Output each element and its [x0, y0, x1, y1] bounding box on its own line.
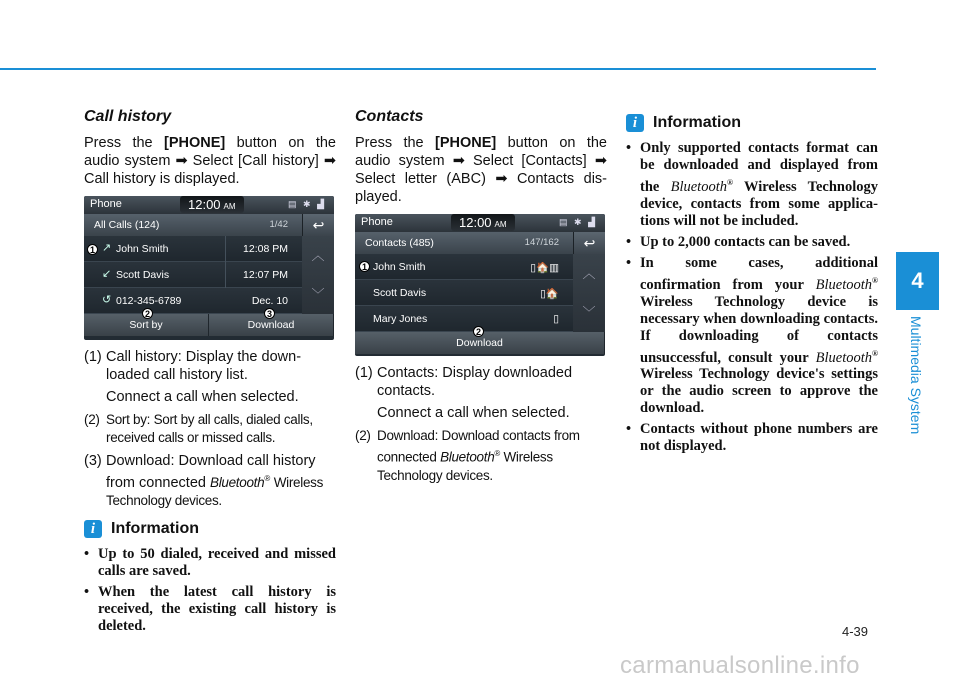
- page-counter: 1/42: [269, 219, 288, 230]
- call-history-info-list: [84, 546, 336, 635]
- contacts-intro: Press the [PHONE] button on the audio system ➡ Select [Contacts] ➡ Select letter (ABC) ➡ Contacts dis-played.: [355, 135, 607, 205]
- scroll-controls: [302, 236, 334, 314]
- incoming-call-icon: ↙: [102, 268, 112, 280]
- contact-row[interactable]: Scott Davis ▯🏠: [355, 280, 605, 306]
- callout-1: 1: [359, 261, 370, 272]
- info-bullet: • When the latest call history is received, the existing call history is deleted.: [84, 584, 336, 635]
- callout-3: 3: [264, 308, 275, 319]
- list-item: (2) Sort by: Sort by all calls, dialed calls, received calls or missed calls.: [84, 412, 313, 445]
- contact-type-icons: ▯🏠: [540, 288, 559, 300]
- back-icon[interactable]: ↩: [573, 232, 605, 254]
- info-icon: i: [626, 114, 644, 132]
- back-icon[interactable]: ↩: [302, 214, 334, 236]
- information-list: [626, 140, 878, 455]
- call-row[interactable]: ↺ 012-345-6789 Dec. 10: [84, 288, 334, 314]
- clock: 12:00 AM: [180, 196, 244, 213]
- chapter-tab: 4: [896, 252, 939, 310]
- info-bullet: • Up to 50 dialed, received and missed calls are saved.: [84, 546, 336, 580]
- phone-key-label: [PHONE]: [435, 135, 497, 151]
- contact-row[interactable]: John Smith ▯🏠▥: [355, 254, 605, 280]
- list-header: [355, 232, 605, 254]
- info-bullet: • Contacts without phone numbers are not displayed.: [626, 421, 878, 455]
- call-history-descriptions: [84, 348, 336, 510]
- screen-title: Phone: [90, 198, 122, 210]
- information-heading: i Information: [626, 114, 878, 132]
- contacts-heading: Contacts: [355, 108, 424, 125]
- list-item: (2) Download: Download contacts from connected Bluetooth® Wireless Technology devices.: [355, 428, 580, 483]
- contact-type-icons: ▯: [553, 313, 559, 325]
- scroll-controls: [573, 254, 605, 332]
- status-icons: ▤ ✱ ▟: [288, 199, 326, 209]
- contacts-section: [355, 108, 607, 490]
- download-button[interactable]: Download: [209, 314, 334, 336]
- download-button[interactable]: Download: [355, 332, 605, 354]
- chapter-title: Multimedia System: [908, 316, 924, 435]
- contact-row[interactable]: Mary Jones ▯: [355, 306, 605, 332]
- sort-by-button[interactable]: Sort by: [84, 314, 209, 336]
- bottom-buttons: [84, 314, 334, 336]
- info-bullet: • In some cases, additional confirmation from your Bluetooth® Wireless Technology device is necessary when downloading contacts. If downloading of contacts unsuccessful, consult your Bluetooth® Wireless Technology device's settings or the audio screen to approve the download.: [626, 255, 878, 418]
- scroll-down-icon[interactable]: ﹀: [311, 287, 325, 302]
- info-bullet: • Only supported contacts format can be downloaded and displayed from the Bluetooth® Wireless Technology device, contacts from some applica-tions will not be included.: [626, 140, 878, 230]
- outgoing-call-icon: ↗: [102, 242, 112, 254]
- page-number: 4-39: [842, 624, 869, 639]
- contacts-descriptions: [355, 364, 607, 485]
- contacts-count-label: Contacts (485): [365, 237, 434, 249]
- missed-call-icon: ↺: [102, 294, 112, 306]
- information-heading: i Information: [84, 520, 336, 538]
- call-row[interactable]: ↗ John Smith 12:08 PM: [84, 236, 334, 262]
- list-header: [84, 214, 334, 236]
- scroll-up-icon[interactable]: ︿: [311, 248, 325, 263]
- clock: 12:00 AM: [451, 214, 515, 231]
- call-history-intro: Press the [PHONE] button on the audio system ➡ Select [Call history] ➡ Call history is displayed.: [84, 135, 336, 187]
- screen-title: Phone: [361, 216, 393, 228]
- status-bar: [84, 196, 334, 214]
- contacts-screen: [355, 214, 605, 356]
- info-icon: i: [84, 520, 102, 538]
- contact-type-icons: ▯🏠▥: [530, 262, 559, 274]
- callout-1: 1: [87, 244, 98, 255]
- scroll-up-icon[interactable]: ︿: [582, 266, 596, 281]
- call-history-section: [84, 108, 336, 639]
- callout-2: 2: [142, 308, 153, 319]
- info-bullet: • Up to 2,000 contacts can be saved.: [626, 234, 878, 251]
- status-icons: ▤ ✱ ▟: [559, 217, 597, 227]
- list-item: (1) Contacts: Display downloaded contacts. Connect a call when selected.: [355, 365, 573, 421]
- page-counter: 147/162: [524, 237, 559, 248]
- callout-2: 2: [473, 326, 484, 337]
- call-row[interactable]: ↙ Scott Davis 12:07 PM: [84, 262, 334, 288]
- list-item: (3) Download: Download call history from connected Bluetooth® Wireless Technology devices.: [84, 453, 324, 508]
- watermark: carmanualsonline.info: [620, 652, 860, 679]
- list-item: (1) Call history: Display the down-loaded call history list. Connect a call when selected.: [84, 349, 302, 405]
- top-rule: [0, 68, 876, 70]
- all-calls-label: All Calls (124): [94, 219, 160, 231]
- call-history-heading: Call history: [84, 108, 172, 125]
- status-bar: [355, 214, 605, 232]
- call-history-screen: [84, 196, 334, 340]
- information-section: [626, 114, 878, 459]
- scroll-down-icon[interactable]: ﹀: [582, 305, 596, 320]
- phone-key-label: [PHONE]: [164, 135, 226, 151]
